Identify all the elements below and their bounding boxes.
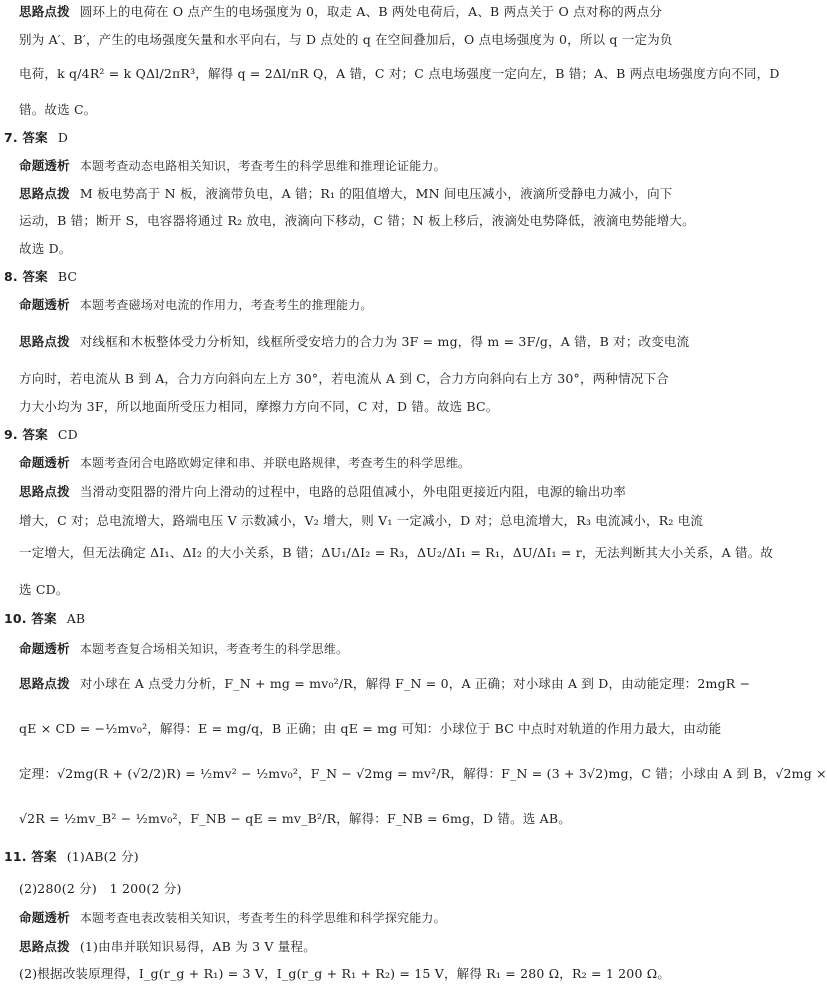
answer-label: 10. 答案: [4, 611, 57, 626]
answer-value: (1)AB(2 分): [66, 849, 139, 864]
answer-heading: [4, 130, 684, 146]
explanation-line: [19, 676, 751, 692]
text-line: 方向时，若电流从 B 到 A，合力方向斜向左上方 30°，若电流从 A 到 C，合力方向斜向右上方 30°，两种情况下合: [19, 371, 669, 386]
answer-value: AB: [66, 611, 86, 626]
answer-label: 7. 答案: [4, 130, 48, 145]
answer-value: CD: [57, 427, 78, 442]
explanation-line: [19, 484, 687, 500]
answer-heading: [4, 427, 684, 443]
answer-label: 11. 答案: [4, 849, 57, 864]
explanation-line: [19, 4, 687, 20]
explanation-label: 思路点拨: [19, 4, 70, 19]
answer-label: 8. 答案: [4, 269, 48, 284]
text-line: 选 CD。: [19, 582, 69, 597]
line-text: 对小球在 A 点受力分析，F_N + mg = mv₀²/R，解得 F_N = 0，A 正确；对小球由 A 到 D，由动能定理：2mgR −: [79, 676, 751, 691]
explanation-label: 思路点拨: [19, 334, 70, 349]
text-line: 定理：√2mg(R + (√2/2)R) = ½mv² − ½mv₀²，F_N − √2mg = mv²/R，解得：F_N = (3 + 3√2)mg，C 错；小球由 A 到 B，√2mg ×: [19, 766, 827, 781]
explanation-line: [19, 186, 687, 202]
line-text: 本题考查动态电路相关知识，考查考生的科学思维和推理论证能力。: [79, 159, 446, 173]
text-line: 力大小均为 3F，所以地面所受压力相同，摩擦力方向不同，C 对，D 错。故选 BC。: [19, 399, 499, 414]
explanation-label: 思路点拨: [19, 676, 70, 691]
line-text: 当滑动变阻器的滑片向上滑动的过程中，电路的总阻值减小，外电阻更接近内阻，电源的输出功率: [79, 484, 626, 499]
analysis-label: 命题透析: [19, 158, 70, 173]
text-line: 电荷，k q/4R² = k QΔl/2πR³，解得 q = 2Δl/πR Q，A 错，C 对；C 点电场强度一定向左，B 错；A、B 两点电场强度方向不同，D: [19, 66, 780, 81]
answer-heading: [4, 611, 684, 627]
analysis-line: [19, 455, 687, 471]
answer-label: 9. 答案: [4, 427, 48, 442]
line-text: M 板电势高于 N 板，液滴带负电，A 错；R₁ 的阻值增大，MN 间电压减小，液滴所受静电力减小，向下: [79, 186, 673, 201]
explanation-label: 思路点拨: [19, 484, 70, 499]
text-line: 增大，C 对；总电流增大，路端电压 V 示数减小，V₂ 增大，则 V₁ 一定减小，D 对；总电流增大，R₃ 电流减小，R₂ 电流: [19, 513, 704, 528]
line-text: 圆环上的电荷在 O 点产生的电场强度为 0，取走 A、B 两处电荷后，A、B 两点关于 O 点对称的两点分: [79, 4, 663, 19]
line-text: 本题考查磁场对电流的作用力，考查考生的推理能力。: [79, 298, 373, 312]
text-line: (2)280(2 分) 1 200(2 分): [19, 881, 182, 896]
text-line: 错。故选 C。: [19, 102, 97, 117]
text-line: 一定增大，但无法确定 ΔI₁、ΔI₂ 的大小关系，B 错；ΔU₁/ΔI₂ = R₃，ΔU₂/ΔI₁ = R₁，ΔU/ΔI₁ = r，无法判断其大小关系，A 错。故: [19, 545, 774, 560]
explanation-label: 思路点拨: [19, 939, 70, 954]
line-text: (1)由串并联知识易得，AB 为 3 V 量程。: [79, 939, 316, 954]
analysis-line: [19, 641, 687, 657]
answer-value: D: [57, 130, 69, 145]
line-text: 本题考查复合场相关知识，考查考生的科学思维。: [79, 642, 349, 656]
line-text: 本题考查闭合电路欧姆定律和串、并联电路规律，考查考生的科学思维。: [79, 456, 471, 470]
analysis-label: 命题透析: [19, 455, 70, 470]
text-line: qE × CD = −½mv₀²，解得：E = mg/q，B 正确；由 qE = mg 可知：小球位于 BC 中点时对轨道的作用力最大，由动能: [19, 721, 722, 736]
analysis-label: 命题透析: [19, 641, 70, 656]
analysis-label: 命题透析: [19, 297, 70, 312]
text-line: √2R = ½mv_B² − ½mv₀²，F_NB − qE = mv_B²/R，解得：F_NB = 6mg，D 错。选 AB。: [19, 811, 571, 826]
text-line: 运动，B 错；断开 S，电容器将通过 R₂ 放电，液滴向下移动，C 错；N 板上移后，液滴处电势降低，液滴电势能增大。: [19, 213, 695, 228]
explanation-line: [19, 334, 690, 350]
text-line: 故选 D。: [19, 241, 72, 256]
explanation-line: [19, 939, 687, 955]
explanation-label: 思路点拨: [19, 186, 70, 201]
answer-heading: [4, 849, 684, 865]
analysis-label: 命题透析: [19, 910, 70, 925]
analysis-line: [19, 297, 687, 313]
analysis-line: [19, 910, 687, 926]
line-text: 本题考查电表改装相关知识，考查考生的科学思维和科学探究能力。: [79, 911, 446, 925]
line-text: 对线框和木板整体受力分析知，线框所受安培力的合力为 3F = mg，得 m = 3F/g，A 错，B 对；改变电流: [79, 334, 690, 349]
answer-heading: [4, 269, 684, 285]
analysis-line: [19, 158, 687, 174]
answer-value: BC: [57, 269, 78, 284]
text-line: (2)根据改装原理得，I_g(r_g + R₁) = 3 V，I_g(r_g + R₁ + R₂) = 15 V，解得 R₁ = 280 Ω，R₂ = 1 200 Ω。: [19, 966, 671, 981]
text-line: 别为 A′、B′，产生的电场强度矢量和水平向右，与 D 点处的 q 在空间叠加后，O 点电场强度为 0，所以 q 一定为负: [19, 32, 673, 47]
